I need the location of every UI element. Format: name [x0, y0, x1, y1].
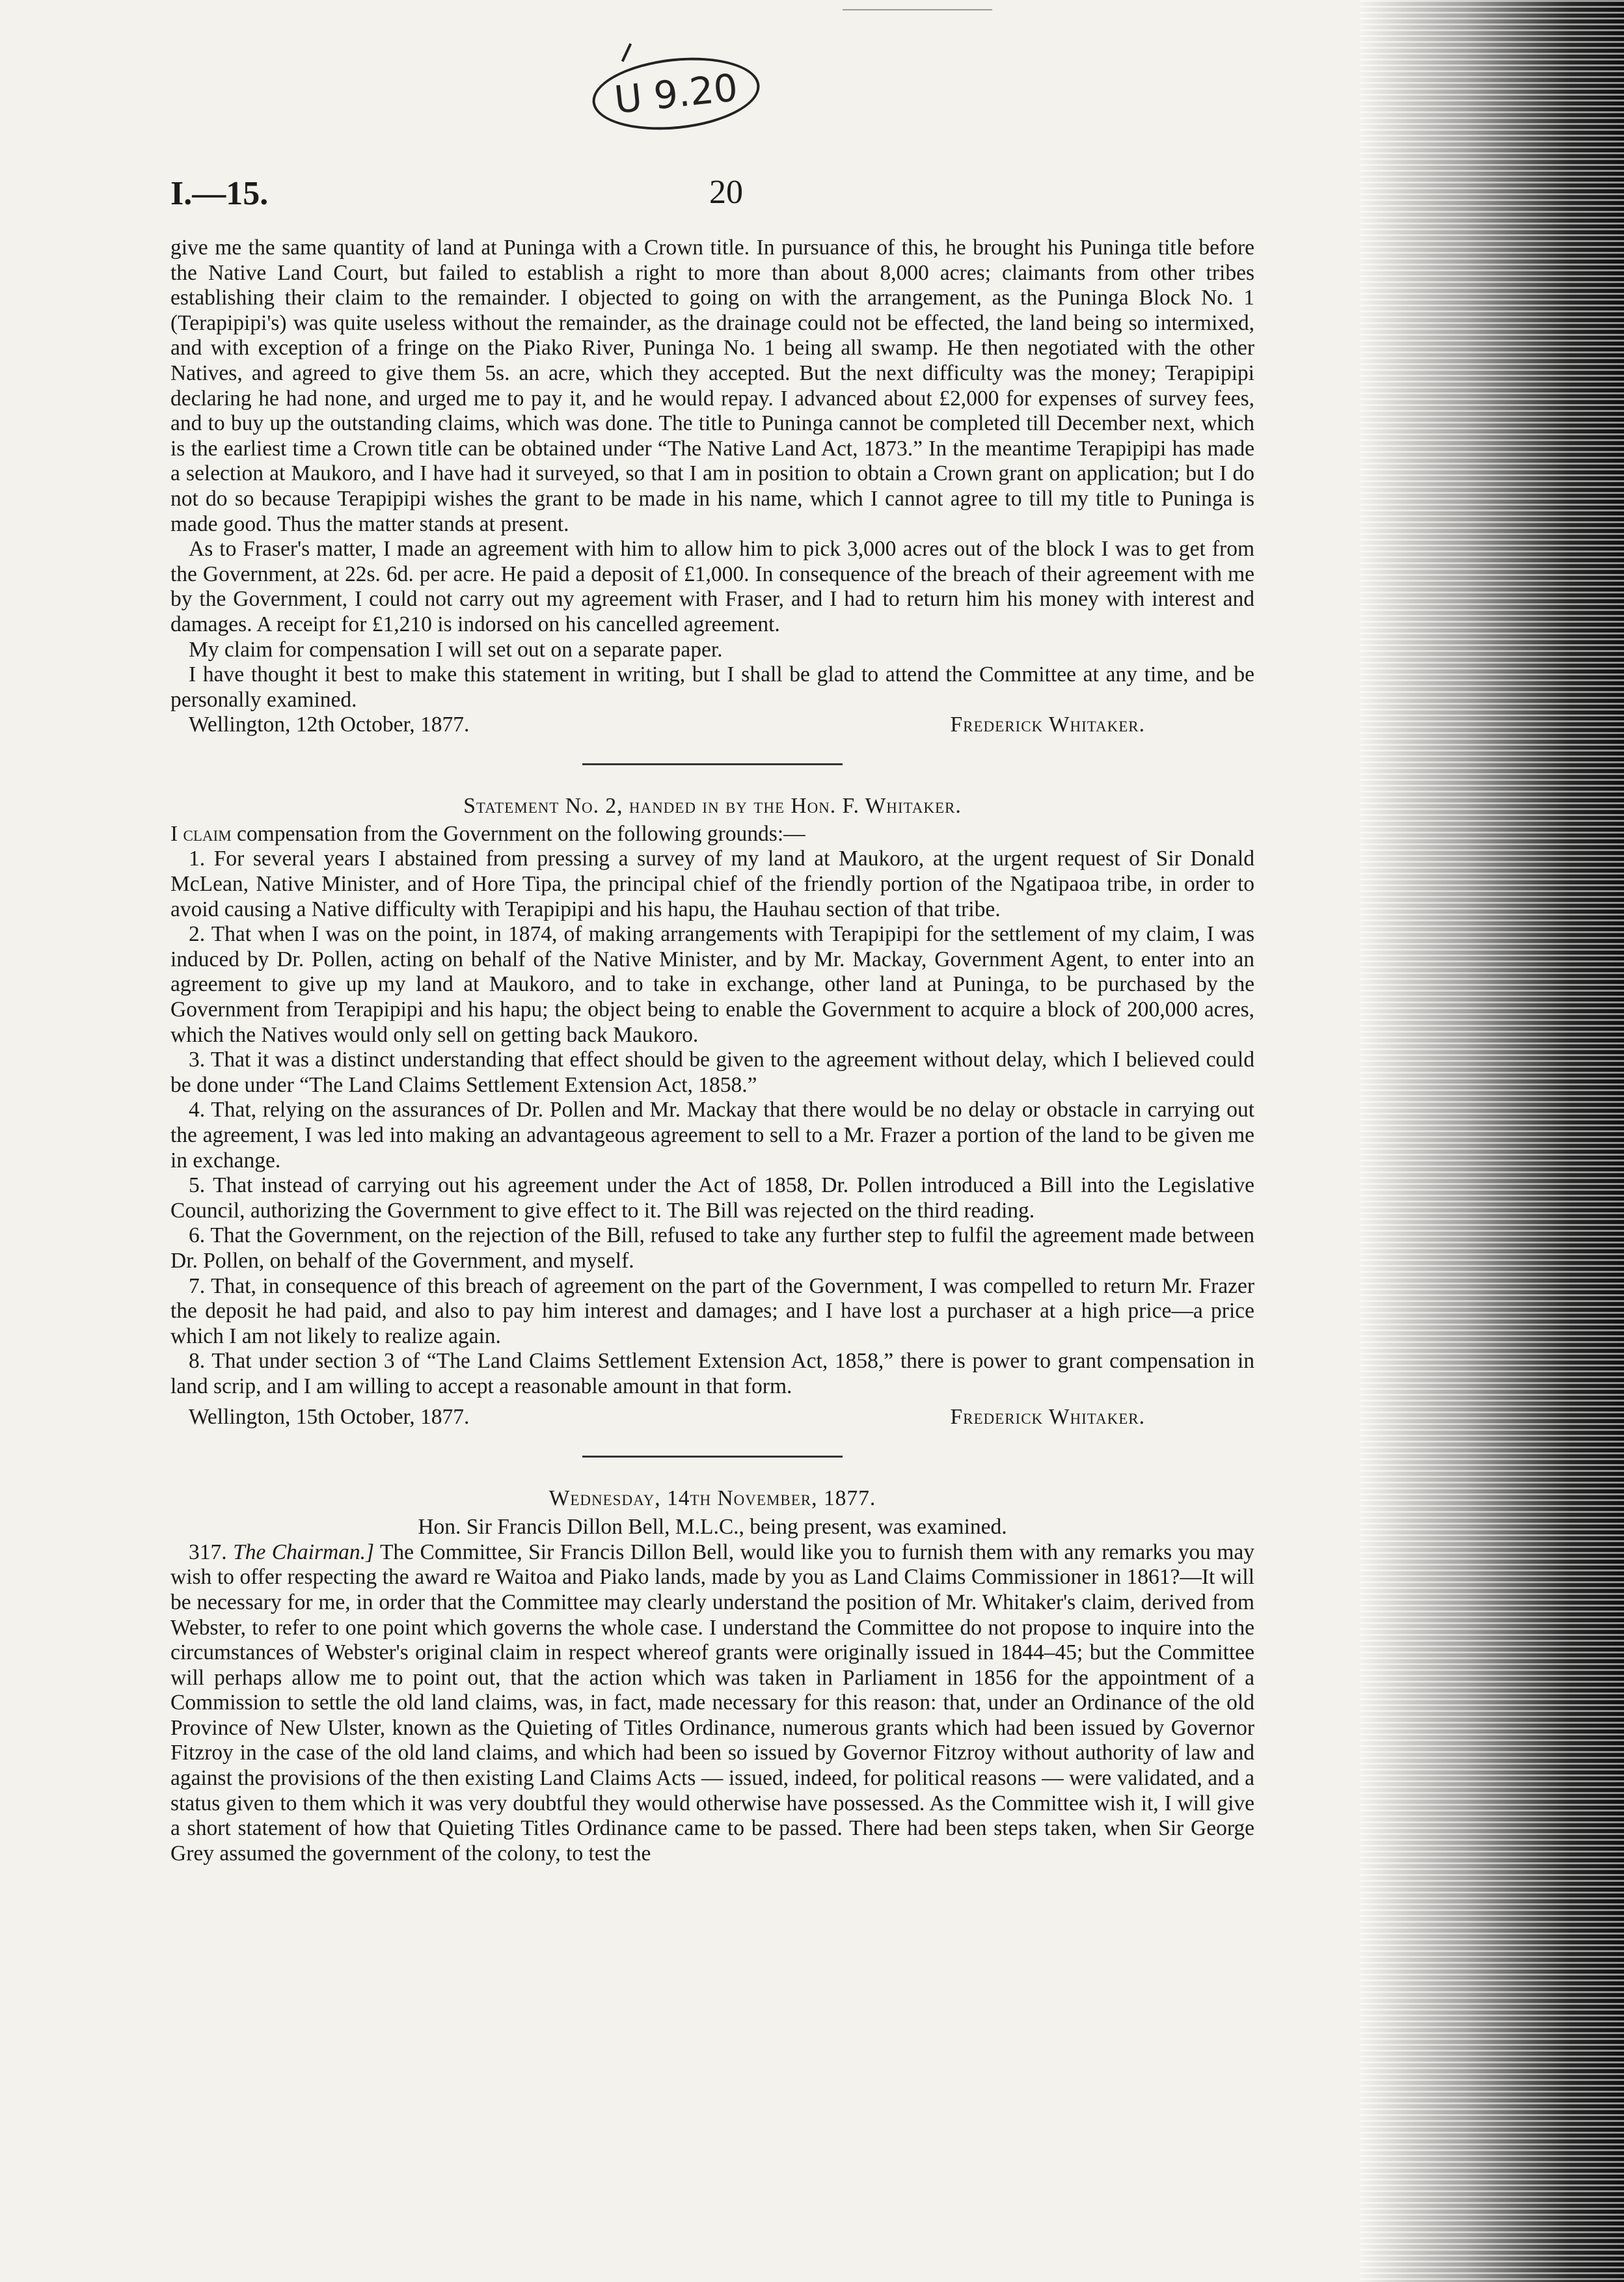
- numbered-item: 8. That under section 3 of “The Land Claims Settlement Extension Act, 1858,” there is power to grant compensation in land scrip, and I am willing to accept a reasonable amount in that form.: [170, 1349, 1254, 1398]
- top-rule: [843, 9, 992, 10]
- signature-block: [170, 713, 1254, 739]
- place-date: Wellington, 12th October, 1877.: [189, 713, 470, 737]
- numbered-item: 2. That when I was on the point, in 1874, of making arrangements with Terapipipi for the settlement of my claim, I was induced by Dr. Pollen, acting on behalf of the Native Minister, and by Mr. Mackay, Government Agent, to enter into an agreement to give up my land at Maukoro, and to take in exchange, other land at Puninga, to be purchased by the Government from Terapipipi and his hapu; the object being to enable the Government to acquire a block of 200,000 acres, which the Natives would only sell on getting back Maukoro.: [170, 922, 1254, 1047]
- archive-stamp: U 9.20: [589, 50, 763, 137]
- intro-paragraph: [170, 822, 1254, 847]
- section-divider: [582, 1456, 843, 1458]
- scanned-page-edge: [1360, 0, 1624, 2282]
- numbered-item: 6. That the Government, on the rejection of the Bill, refused to take any further step to fulfil the agreement made between Dr. Pollen, on behalf of the Government, and myself.: [170, 1223, 1254, 1273]
- section-divider: [582, 763, 843, 765]
- intro-rest: compensation from the Government on the following grounds:—: [231, 821, 805, 846]
- place-date: Wellington, 15th October, 1877.: [189, 1404, 470, 1429]
- numbered-item: 1. For several years I abstained from pressing a survey of my land at Maukoro, at the urgent request of Sir Donald McLean, Native Minister, and of Hore Tipa, the principal chief of the friendly portion of the Ngatipaoa tribe, in order to avoid causing a Native difficulty with Terapipipi and his hapu, the Hauhau section of that tribe.: [170, 847, 1254, 921]
- numbered-item: 5. That instead of carrying out his agreement under the Act of 1858, Dr. Pollen introduced a Bill into the Legislative Council, authorizing the Government to give effect to it. The Bill was rejected on the third reading.: [170, 1173, 1254, 1223]
- question-number: 317.: [189, 1540, 227, 1564]
- paragraph: give me the same quantity of land at Puninga with a Crown title. In pursuance of this, he brought his Puninga title before the Native Land Court, but failed to establish a right to more than about 8,000 acres; claimants from other tribes establishing their claim to the remainder. I objected to going on with the arrangement, as the Puninga Block No. 1 (Terapipipi's) was quite useless without the remainder, as the drainage could not be effected, the land being so intermixed, and with exception of a fringe on the Piako River, Puninga No. 1 being all swamp. He then negotiated with the other Natives, and agreed to give them 5s. an acre, which they accepted. But the next difficulty was the money; Terapipipi declaring he had none, and urged me to pay it, and he would repay. I advanced about £2,000 for expenses of survey fees, and to buy up the outstanding claims, which was done. The title to Puninga cannot be completed till December next, which is the earliest time a Crown title can be obtained under “The Native Land Act, 1873.” In the meantime Terapipipi has made a selection at Maukoro, and I have had it surveyed, so that I am in position to obtain a Crown grant on application; but I do not do so because Terapipipi wishes the grant to be made in his name, which I cannot agree to till my title to Puninga is made good. Thus the matter stands at present.: [170, 236, 1254, 536]
- paragraph: As to Fraser's matter, I made an agreement with him to allow him to pick 3,000 acres out of the block I was to get from the Government, at 22s. 6d. per acre. He paid a deposit of £1,000. In consequence of the breach of their agreement with me by the Government, I could not carry out my agreement with Fraser, and I had to return him his money with interest and damages. A receipt for £1,210 is indorsed on his cancelled agreement.: [170, 537, 1254, 636]
- stamp-tick-mark: [621, 43, 643, 67]
- paragraph: My claim for compensation I will set out on a separate paper.: [189, 637, 723, 662]
- section-heading: Statement No. 2, handed in by the Hon. F. Whitaker.: [463, 794, 962, 819]
- signature: Frederick Whitaker.: [950, 713, 1145, 737]
- document-body: [170, 236, 1254, 1866]
- document-reference: I.—15.: [170, 175, 269, 212]
- page-number: 20: [709, 174, 743, 211]
- speaker: The Chairman.]: [233, 1540, 375, 1564]
- signature-block: [170, 1405, 1254, 1431]
- signature: Frederick Whitaker.: [950, 1404, 1145, 1429]
- witness-line: Hon. Sir Francis Dillon Bell, M.L.C., being present, was examined.: [418, 1515, 1007, 1540]
- numbered-item: 7. That, in consequence of this breach of agreement on the part of the Government, I was compelled to return Mr. Frazer the deposit he had paid, and also to pay him interest and damages; and I have lost a purchaser at a high price—a price which I am not likely to realize again.: [170, 1273, 1254, 1348]
- numbered-item: 4. That, relying on the assurances of Dr. Pollen and Mr. Mackay that there would be no delay or obstacle in carrying out the agreement, I was led into making an advantageous agreement to sell to a Mr. Frazer a portion of the land to be given me in exchange.: [170, 1098, 1254, 1173]
- intro-lead: I claim: [170, 821, 232, 846]
- numbered-item: 3. That it was a distinct understanding that effect should be given to the agreement without delay, which I believed could be done under “The Land Claims Settlement Extension Act, 1858.”: [170, 1048, 1254, 1097]
- question-text: The Committee, Sir Francis Dillon Bell, would like you to furnish them with any remarks you may wish to offer respecting the award re Waitoa and Piako lands, made by you as Land Claims Commissioner in 1861?—It will be necessary for me, in order that the Committee may clearly understand the position of Mr. Whitaker's claim, derived from Webster, to refer to one point which governs the whole case. I understand the Committee do not propose to inquire into the circumstances of Webster's original claim in respect whereof grants were originally issued in 1844–45; but the Committee will perhaps allow me to point out, that the action which was taken in Parliament in 1856 for the appointment of a Commission to settle the old land claims, was, in fact, made necessary for this reason: that, under an Ordinance of the old Province of New Ulster, known as the Quieting of Titles Ordinance, numerous grants which had been issued by Governor Fitzroy in the case of the old land claims, and which had been so issued by Governor Fitzroy without authority of law and against the provisions of the then existing Land Claims Acts — issued, indeed, for political reasons — were validated, and a status given to them which it was very doubtful they would otherwise have possessed. As the Committee wish it, I will give a short statement of how that Quieting Titles Ordinance came to be passed. There had been steps taken, when Sir George Grey assumed the government of the colony, to test the: [170, 1540, 1255, 1866]
- question-paragraph: [170, 1540, 1254, 1867]
- paragraph: I have thought it best to make this statement in writing, but I shall be glad to attend the Committee at any time, and be personally examined.: [170, 662, 1254, 712]
- date-heading: Wednesday, 14th November, 1877.: [548, 1486, 876, 1510]
